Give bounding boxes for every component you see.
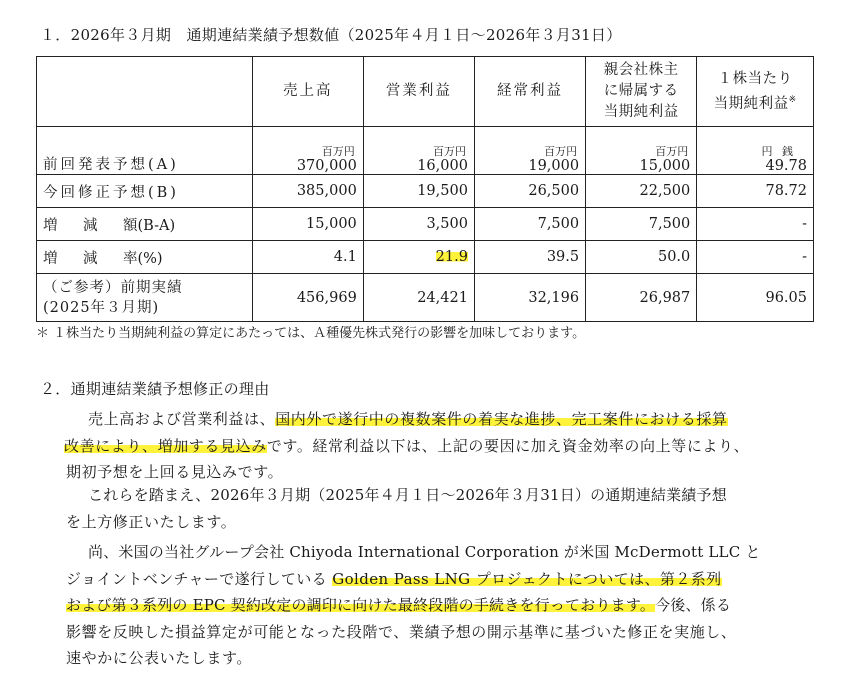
unit-label: 百万円 — [321, 145, 355, 158]
row-label — [37, 241, 253, 274]
cell-value — [363, 241, 474, 274]
paragraph-line — [66, 619, 828, 646]
highlighted-value: 21.9 — [435, 249, 468, 265]
paragraph-line — [66, 566, 828, 593]
asterisk-mark: ※ — [788, 94, 797, 105]
header-net-profit-line1: 親会社株主 — [603, 62, 679, 78]
paragraph-line — [66, 645, 828, 672]
cell-value: 7,500 — [474, 208, 585, 241]
table-row-prior-year-actual — [37, 274, 814, 322]
table-row-change-amount — [37, 208, 814, 241]
text-span: 売上高および営業利益は、 — [88, 410, 276, 428]
table-header-row — [37, 57, 814, 127]
text-span: 尚、米国の当社グループ会社 Chiyoda International Corporation が米国 McDermott LLC と — [88, 543, 761, 561]
row-label-part: 減 — [83, 250, 98, 267]
cell-value: 15,000 — [252, 208, 363, 241]
cell-value: 19,500 — [363, 175, 474, 208]
table-row-previous-forecast — [37, 127, 814, 175]
table-cell — [474, 127, 585, 175]
paragraph-3 — [66, 539, 828, 672]
cell-value: 26,987 — [586, 274, 697, 322]
cell-value: 50.0 — [586, 241, 697, 274]
header-net-profit-line2: に帰属する — [603, 83, 679, 99]
unit-label: 百万円 — [432, 145, 466, 158]
table-cell — [363, 127, 474, 175]
row-label-part: 増 — [43, 250, 58, 267]
text-span: 期初予想を上回る見込みです。 — [66, 463, 284, 481]
footnote: ＊ １株当たり当期純利益の算定にあたっては、Ａ種優先株式発行の影響を加味しております。 — [36, 326, 586, 341]
cell-value: - — [697, 208, 814, 241]
header-eps-line2-wrap — [703, 90, 807, 115]
cell-value: 19,000 — [528, 158, 580, 174]
text-span: です。経常利益以下は、上記の要因に加え資金効率の向上等により、 — [266, 436, 750, 455]
cell-value: 26,500 — [474, 175, 585, 208]
header-net-profit-line3: 当期純利益 — [603, 104, 679, 120]
header-sales: 売上高 — [252, 57, 363, 127]
header-ordinary-profit: 経常利益 — [474, 57, 585, 127]
highlighted-text: 国内外で遂行中の複数案件の着実な進捗、完工案件における採算 — [275, 410, 728, 428]
cell-value: - — [697, 241, 814, 274]
row-label: 前回発表予想(A) — [37, 127, 253, 175]
header-eps — [697, 57, 814, 127]
paragraph-line — [70, 539, 828, 566]
paragraph-line: これらを踏まえ、2026年３月期（2025年４月１日～2026年３月31日）の通期連結業績予想 — [88, 486, 727, 504]
table-row-revised-forecast — [37, 175, 814, 208]
cell-value: 96.05 — [697, 274, 814, 322]
row-label-part: 額(B-A) — [123, 217, 176, 234]
header-net-profit — [586, 57, 697, 127]
cell-value: 24,421 — [363, 274, 474, 322]
row-label-part: 減 — [83, 217, 98, 234]
section-2-title: ２．通期連結業績予想修正の理由 — [40, 380, 270, 398]
text-span: 影響を反映した損益算定が可能となった段階で、業績予想の開示基準に基づいた修正を実施し、 — [66, 622, 737, 641]
cell-value: 7,500 — [586, 208, 697, 241]
row-label-part: 率(%) — [123, 250, 163, 267]
highlighted-text: Golden Pass LNG プロジェクトについては、第２系列 — [332, 569, 722, 588]
cell-value: 385,000 — [252, 175, 363, 208]
highlighted-text: 改善により、増加する見込み — [64, 436, 267, 455]
cell-value: 78.72 — [697, 175, 814, 208]
header-blank — [37, 57, 253, 127]
text-span: 速やかに公表いたします。 — [66, 649, 253, 667]
paragraph-2 — [66, 482, 828, 535]
unit-label: 百万円 — [655, 145, 689, 158]
paragraph-line — [66, 592, 828, 619]
row-label: 今回修正予想(B) — [37, 175, 253, 208]
paragraph-line: を上方修正いたします。 — [66, 512, 237, 531]
paragraph-line — [70, 406, 828, 433]
paragraph-1 — [64, 406, 828, 486]
table-cell — [697, 127, 814, 175]
row-label — [37, 274, 253, 322]
cell-value: 370,000 — [296, 158, 357, 174]
unit-label: 円 銭 — [761, 145, 793, 158]
cell-value: 32,196 — [474, 274, 585, 322]
cell-value: 16,000 — [417, 158, 468, 174]
highlighted-text: および第３系列の EPC 契約改定の調印に向けた最終段階の手続きを行っております。 — [66, 596, 656, 614]
cell-value: 22,500 — [586, 175, 697, 208]
row-label-line1: （ご参考）前期実績 — [43, 279, 183, 296]
row-label-line2: (2025年３月期) — [43, 299, 160, 316]
cell-value: 39.5 — [474, 241, 585, 274]
paragraph-line — [64, 433, 828, 460]
table-cell — [252, 127, 363, 175]
cell-value: 4.1 — [252, 241, 363, 274]
forecast-table — [36, 56, 814, 322]
header-eps-line2: 当期純利益 — [713, 95, 789, 112]
unit-label: 百万円 — [544, 145, 578, 158]
row-label — [37, 208, 253, 241]
cell-value: 456,969 — [252, 274, 363, 322]
section-1-title: １．2026年３月期 通期連結業績予想数値（2025年４月１日～2026年３月31日） — [40, 26, 622, 44]
header-eps-line1: １株当たり — [717, 70, 793, 87]
table-cell — [586, 127, 697, 175]
cell-value: 3,500 — [363, 208, 474, 241]
text-span: 今後、係る — [655, 596, 732, 614]
cell-value: 15,000 — [639, 158, 691, 174]
header-operating-profit: 営業利益 — [363, 57, 474, 127]
text-span: ジョイントベンチャーで遂行している — [66, 569, 333, 588]
table-row-change-rate — [37, 241, 814, 274]
cell-value: 49.78 — [765, 158, 807, 174]
row-label-part: 増 — [43, 217, 58, 234]
